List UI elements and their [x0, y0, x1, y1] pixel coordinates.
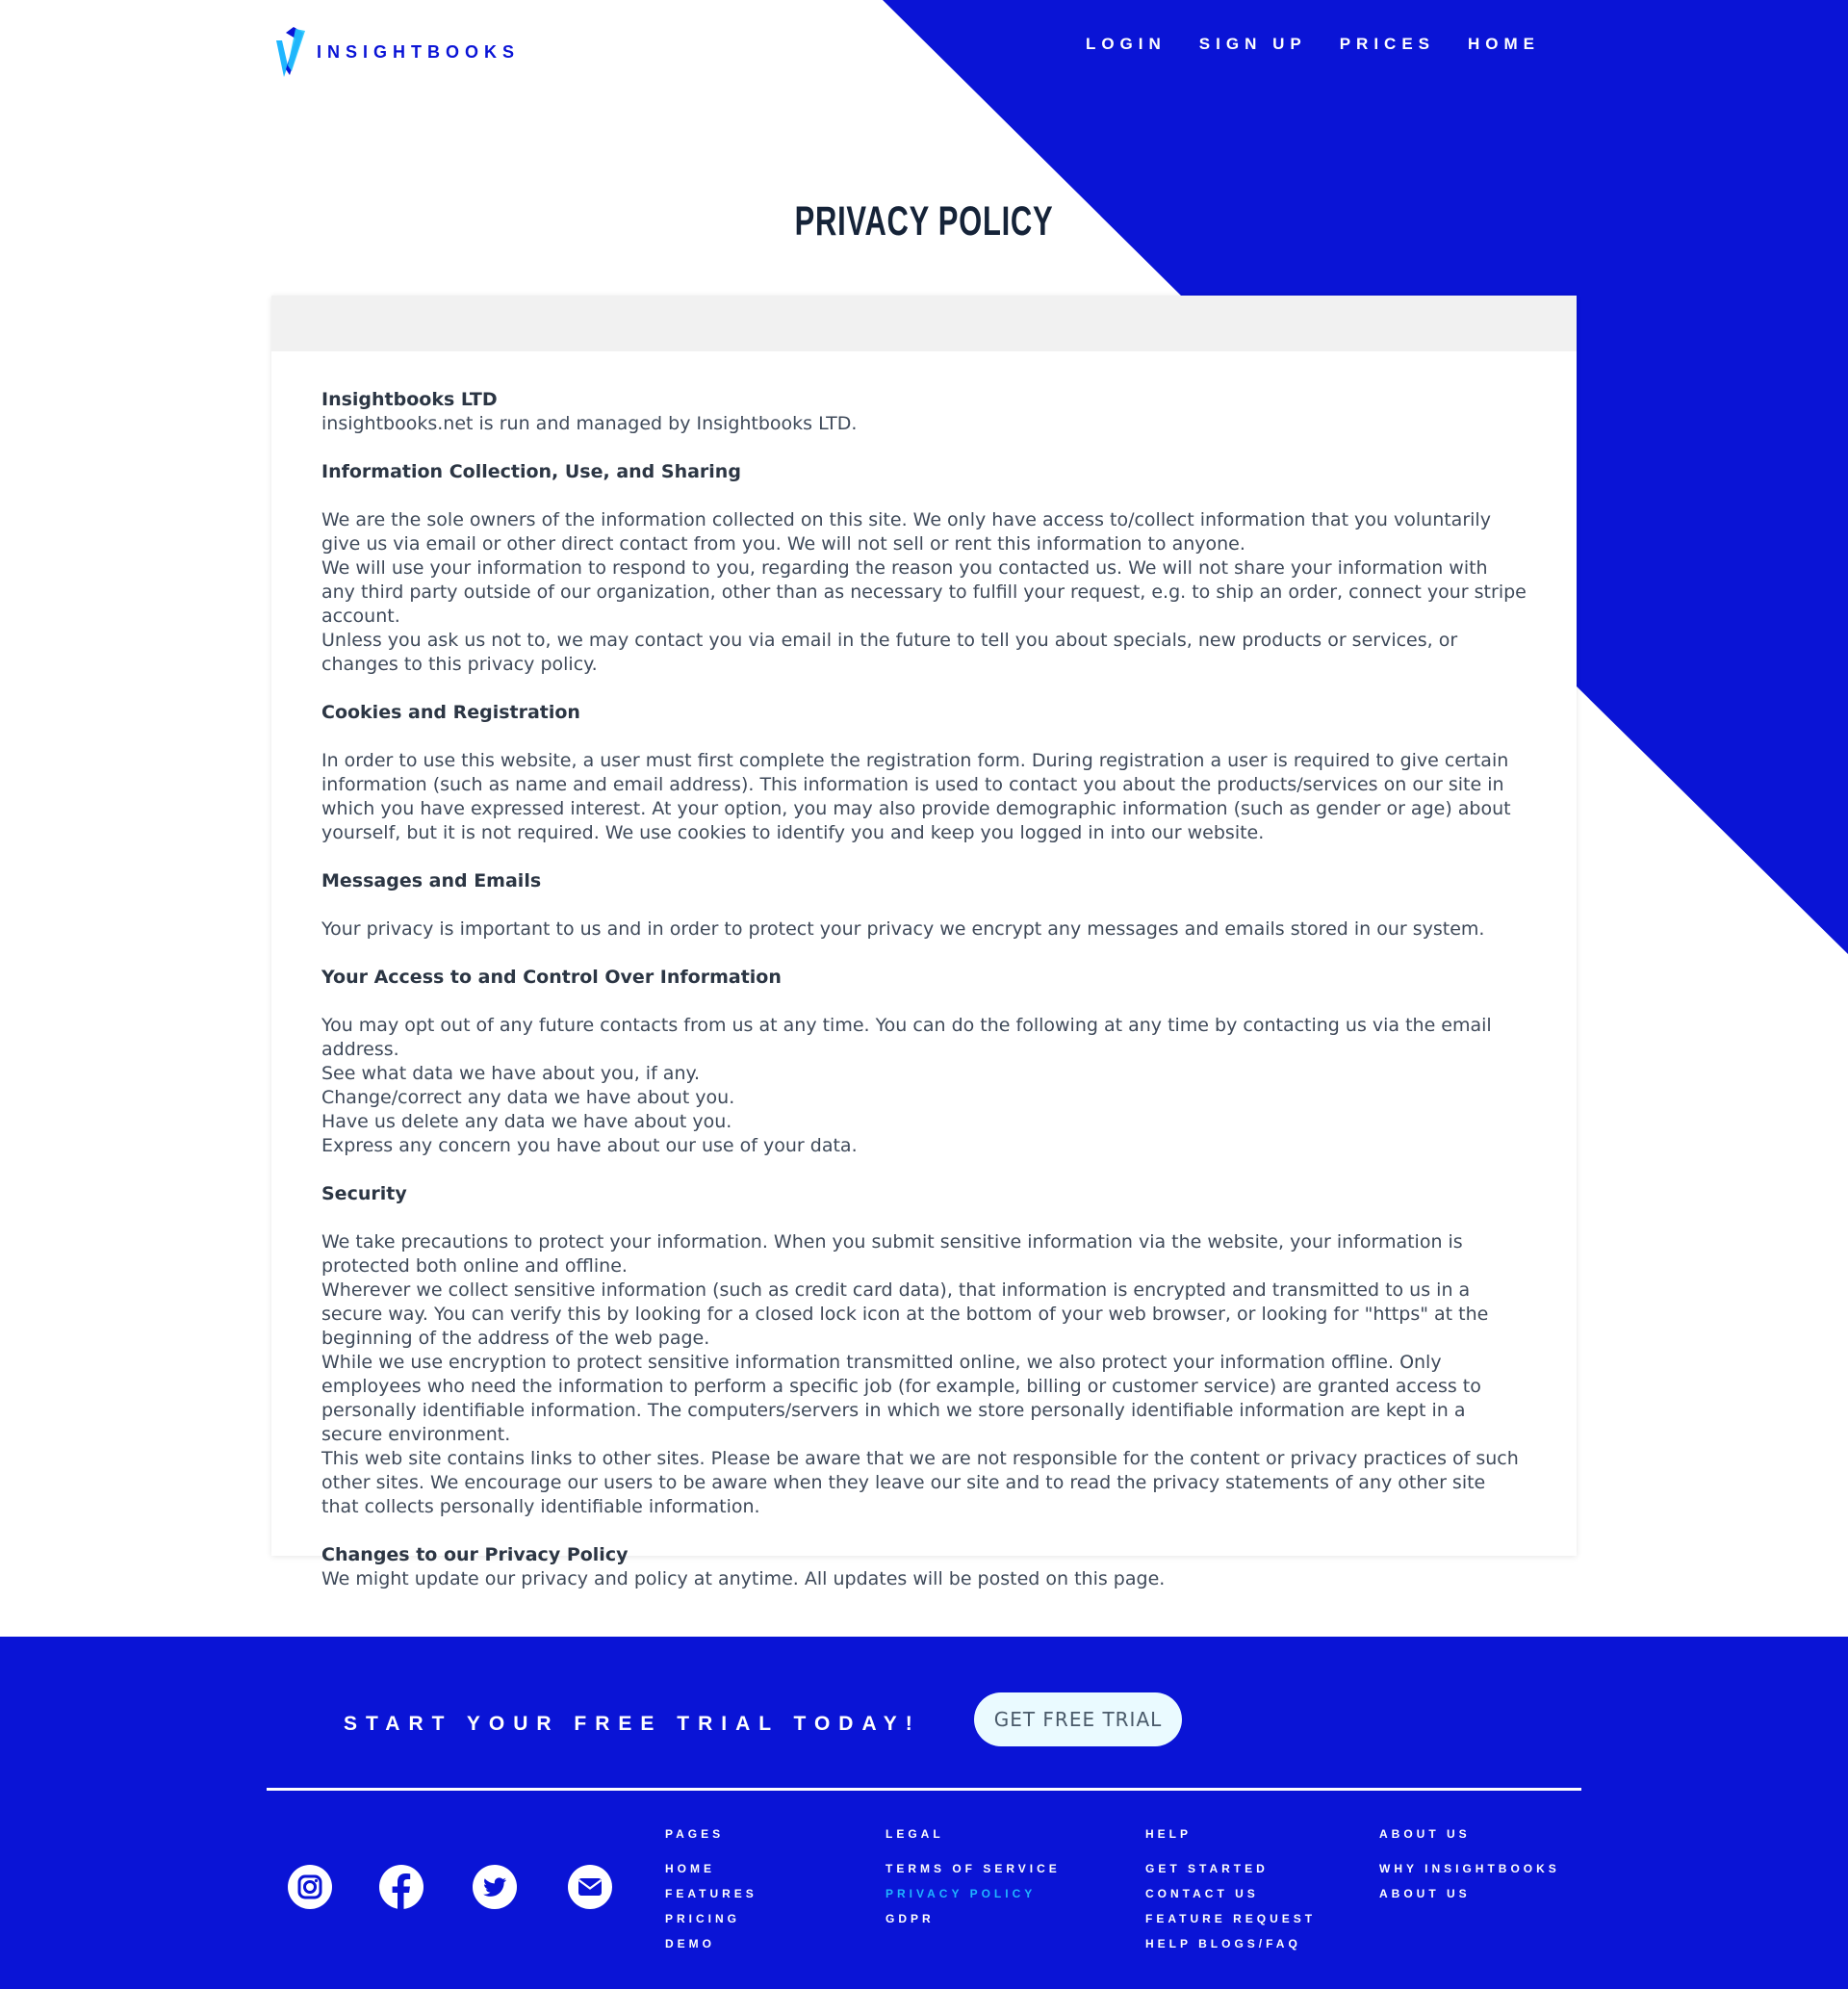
logo-icon — [276, 27, 309, 77]
footer-column-about-us — [1379, 1827, 1560, 1913]
policy-card — [271, 296, 1577, 1589]
section-heading: Security — [321, 1183, 407, 1204]
get-free-trial-button[interactable]: GET FREE TRIAL — [974, 1692, 1182, 1746]
section-paragraph: While we use encryption to protect sensitive information transmitted online, we also protect your information offline. Only employees who need the information to perform a specific job (for example, billing or customer service) are granted access to personally identifiable information. The computers/servers in which we store personally identifiable information are kept in a secure environment. — [321, 1352, 1481, 1445]
section-heading: Information Collection, Use, and Sharing — [321, 461, 741, 482]
section-paragraph: We take precautions to protect your information. When you submit sensitive information via the website, your information is protected both online and offline. — [321, 1231, 1463, 1277]
section-paragraph: We are the sole owners of the information collected on this site. We only have access to/collect information that you voluntarily give us via email or other direct contact from you. We will not sell or rent this information to anyone. — [321, 509, 1491, 555]
section-paragraph: Change/correct any data we have about you. — [321, 1087, 735, 1108]
section-paragraph: We will use your information to respond to you, regarding the reason you contacted us. We will not share your information with any third party outside of our organization, other than as necessary to fulfill your request, e.g. to ship an order, connect your stripe account. — [321, 557, 1527, 627]
section-paragraph: Your privacy is important to us and in order to protect your privacy we encrypt any messages and emails stored in our system. — [321, 918, 1485, 940]
footer-column-title: HELP — [1145, 1827, 1193, 1841]
nav-home[interactable]: HOME — [1468, 35, 1540, 53]
footer-link-get-started[interactable]: GET STARTED — [1145, 1862, 1269, 1875]
section-paragraph: Have us delete any data we have about you. — [321, 1111, 732, 1132]
footer-link-help-blogs-faq[interactable]: HELP BLOGS/FAQ — [1145, 1937, 1301, 1950]
section-paragraph: Express any concern you have about our use of your data. — [321, 1135, 858, 1156]
footer-link-features[interactable]: FEATURES — [665, 1887, 757, 1900]
footer-link-privacy-policy[interactable]: PRIVACY POLICY — [886, 1887, 1037, 1900]
brand-name: INSIGHTBOOKS — [317, 41, 521, 62]
twitter-icon[interactable] — [473, 1865, 517, 1909]
footer-column-legal — [886, 1827, 1061, 1938]
footer-link-about-us[interactable]: ABOUT US — [1379, 1887, 1471, 1900]
brand-logo[interactable] — [276, 27, 520, 77]
footer-link-demo[interactable]: DEMO — [665, 1937, 715, 1950]
footer — [0, 1637, 1848, 1989]
section-heading: Messages and Emails — [321, 870, 542, 891]
section-paragraph: We might update our privacy and policy at anytime. All updates will be posted on this page. — [321, 1568, 1166, 1589]
facebook-icon[interactable] — [379, 1865, 424, 1909]
footer-link-feature-request[interactable]: FEATURE REQUEST — [1145, 1912, 1317, 1925]
company-name: Insightbooks LTD — [321, 389, 498, 410]
footer-column-title: PAGES — [665, 1827, 725, 1841]
section-paragraph: You may opt out of any future contacts from us at any time. You can do the following at any time by contacting us via the email address. — [321, 1015, 1492, 1060]
footer-divider — [267, 1788, 1581, 1791]
instagram-icon[interactable] — [288, 1865, 332, 1909]
footer-link-pricing[interactable]: PRICING — [665, 1912, 741, 1925]
section-heading: Changes to our Privacy Policy — [321, 1544, 629, 1565]
footer-link-terms-of-service[interactable]: TERMS OF SERVICE — [886, 1862, 1061, 1875]
company-description: insightbooks.net is run and managed by Insightbooks LTD. — [321, 413, 858, 434]
nav-sign-up[interactable]: SIGN UP — [1198, 35, 1307, 53]
section-paragraph: See what data we have about you, if any. — [321, 1063, 701, 1084]
footer-column-help — [1145, 1827, 1316, 1963]
section-paragraph: In order to use this website, a user must first complete the registration form. During registration a user is required to give certain information (such as name and email address). This information is used to contact you about the products/services on our site in which you have expressed interest. At your option, you may also provide demographic information (such as gender or age) about yourself, but it is not required. We use cookies to identify you and keep you logged in into our website. — [321, 750, 1511, 843]
email-icon[interactable] — [568, 1865, 612, 1909]
footer-column-title: ABOUT US — [1379, 1827, 1471, 1841]
section-heading: Cookies and Registration — [321, 702, 580, 723]
policy-body — [271, 351, 1577, 1591]
section-heading: Your Access to and Control Over Information — [321, 967, 782, 988]
footer-column-pages — [665, 1827, 757, 1963]
footer-link-home[interactable]: HOME — [665, 1862, 715, 1875]
footer-link-contact-us[interactable]: CONTACT US — [1145, 1887, 1259, 1900]
section-paragraph: This web site contains links to other sites. Please be aware that we are not responsible for the content or privacy practices of such other sites. We encourage our users to be aware when they leave our site and to read the privacy statements of any other site that collects personally identifiable information. — [321, 1448, 1519, 1517]
nav-login[interactable]: LOGIN — [1085, 35, 1167, 53]
footer-cta-text: START YOUR FREE TRIAL TODAY! — [344, 1713, 921, 1735]
section-paragraph: Wherever we collect sensitive information (such as credit card data), that information is encrypted and transmitted to us in a secure way. You can verify this by looking for a closed lock icon at the bottom of your web browser, or looking for "https" at the beginning of the address of the web page. — [321, 1279, 1489, 1349]
policy-card-header — [271, 296, 1577, 351]
nav-prices[interactable]: PRICES — [1339, 35, 1435, 53]
footer-column-title: LEGAL — [886, 1827, 944, 1841]
page-title: PRIVACY POLICY — [794, 198, 1054, 245]
section-paragraph: Unless you ask us not to, we may contact you via email in the future to tell you about specials, new products or services, or changes to this privacy policy. — [321, 630, 1458, 675]
footer-link-gdpr[interactable]: GDPR — [886, 1912, 935, 1925]
footer-link-why-insightbooks[interactable]: WHY INSIGHTBOOKS — [1379, 1862, 1560, 1875]
top-nav — [1086, 35, 1540, 54]
